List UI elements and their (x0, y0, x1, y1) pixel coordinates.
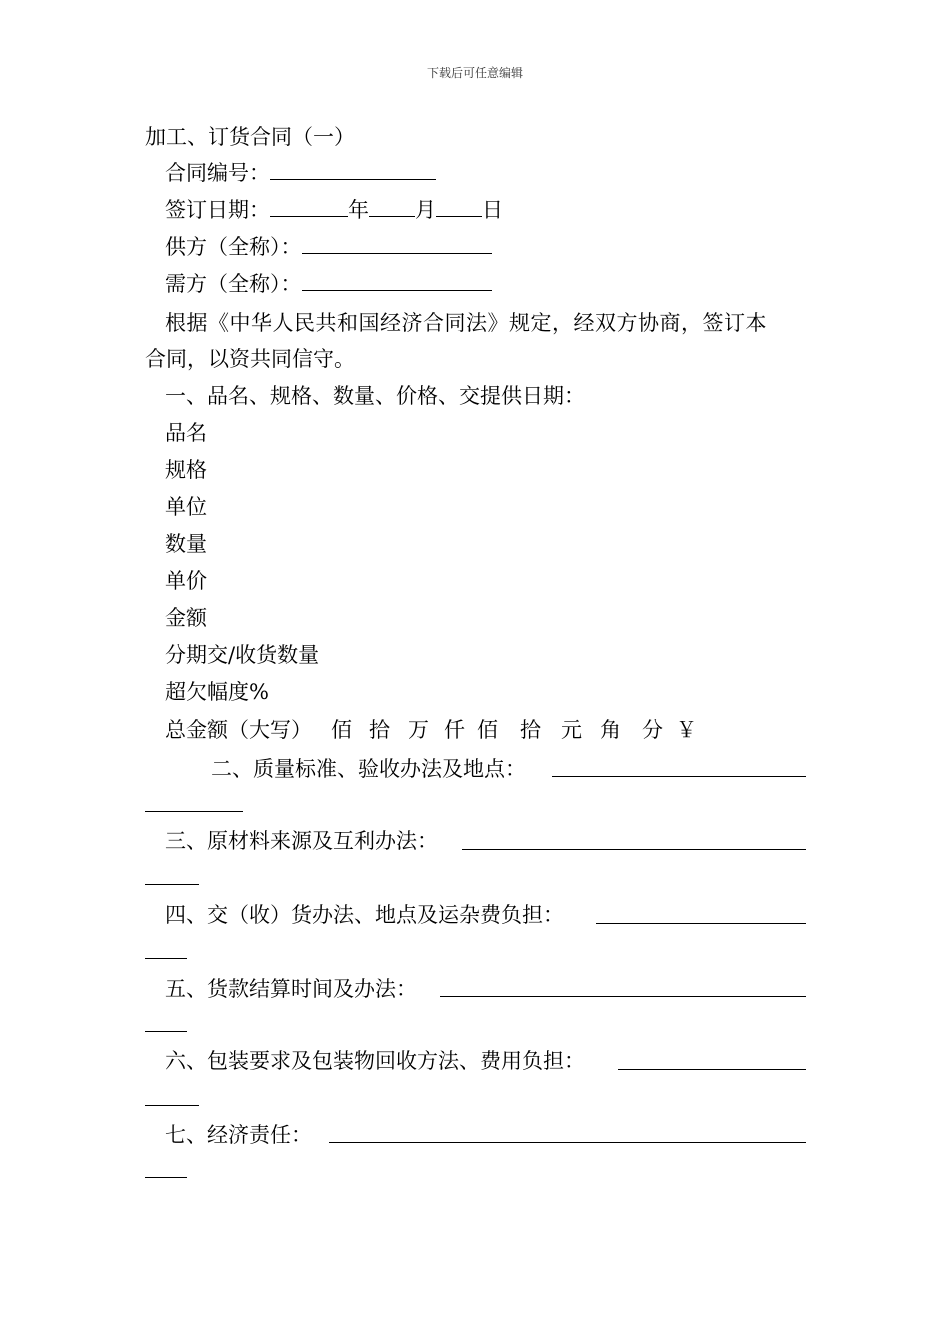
sign-month-field[interactable] (369, 196, 415, 217)
supplier-label: 供方（全称）： (165, 235, 302, 259)
month-label: 月 (415, 198, 436, 222)
buyer-row (165, 270, 492, 298)
section-6-blank[interactable] (618, 1069, 806, 1070)
item-unit-price: 单价 (165, 569, 207, 593)
item-tolerance: 超欠幅度% (165, 680, 269, 704)
section-3-blank[interactable] (462, 849, 806, 850)
year-label: 年 (348, 198, 369, 222)
intro-line-1: 根据《中华人民共和国经济合同法》规定，经双方协商，签订本 (165, 311, 767, 335)
unit-jiao: 角 (600, 718, 621, 742)
section-5-blank[interactable] (440, 996, 806, 997)
unit-wan: 万 (408, 718, 429, 742)
section-5-heading: 五、货款结算时间及办法： (165, 977, 417, 1001)
section-2-heading: 二、质量标准、验收办法及地点： (211, 757, 526, 781)
section-7-heading: 七、经济责任： (165, 1123, 312, 1147)
day-label: 日 (482, 198, 503, 222)
section-2-blank-cont[interactable] (145, 811, 243, 812)
section-5-blank-cont[interactable] (145, 1031, 187, 1032)
section-3-heading: 三、原材料来源及互利办法： (165, 829, 438, 853)
currency-symbol: ￥ (676, 718, 697, 742)
sign-year-field[interactable] (270, 196, 348, 217)
unit-shi-2: 拾 (520, 718, 541, 742)
section-6-heading: 六、包装要求及包装物回收方法、费用负担： (165, 1049, 585, 1073)
item-installment-qty: 分期交/收货数量 (165, 643, 320, 667)
unit-bai-1: 佰 (331, 718, 352, 742)
item-spec: 规格 (165, 458, 207, 482)
item-quantity: 数量 (165, 532, 207, 556)
unit-fen: 分 (642, 718, 663, 742)
unit-bai-2: 佰 (477, 718, 498, 742)
total-amount-label: 总金额（大写） (165, 718, 312, 742)
intro-line-2: 合同，以资共同信守。 (145, 347, 355, 371)
buyer-field[interactable] (302, 270, 492, 291)
item-amount: 金额 (165, 606, 207, 630)
sign-date-row (165, 196, 503, 224)
section-7-blank[interactable] (329, 1142, 806, 1143)
section-4-blank-cont[interactable] (145, 958, 187, 959)
section-2-blank[interactable] (552, 776, 806, 777)
unit-shi-1: 拾 (369, 718, 390, 742)
section-4-heading: 四、交（收）货办法、地点及运杂费负担： (165, 903, 564, 927)
contract-title: 加工、订货合同（一） (145, 125, 355, 149)
section-1-heading: 一、品名、规格、数量、价格、交提供日期： (165, 384, 585, 408)
supplier-field[interactable] (302, 233, 492, 254)
buyer-label: 需方（全称）： (165, 272, 302, 296)
item-name: 品名 (165, 421, 207, 445)
section-3-blank-cont[interactable] (145, 884, 199, 885)
contract-no-field[interactable] (270, 159, 436, 180)
contract-no-row (165, 159, 436, 187)
unit-qian: 仟 (444, 718, 465, 742)
section-7-blank-cont[interactable] (145, 1177, 187, 1178)
sign-date-label: 签订日期： (165, 198, 270, 222)
sign-day-field[interactable] (436, 196, 482, 217)
contract-no-label: 合同编号： (165, 161, 270, 185)
page-header-note: 下载后可任意编辑 (426, 66, 523, 80)
item-unit: 单位 (165, 495, 207, 519)
unit-yuan: 元 (561, 718, 582, 742)
supplier-row (165, 233, 492, 261)
section-4-blank[interactable] (596, 923, 806, 924)
section-6-blank-cont[interactable] (145, 1105, 199, 1106)
